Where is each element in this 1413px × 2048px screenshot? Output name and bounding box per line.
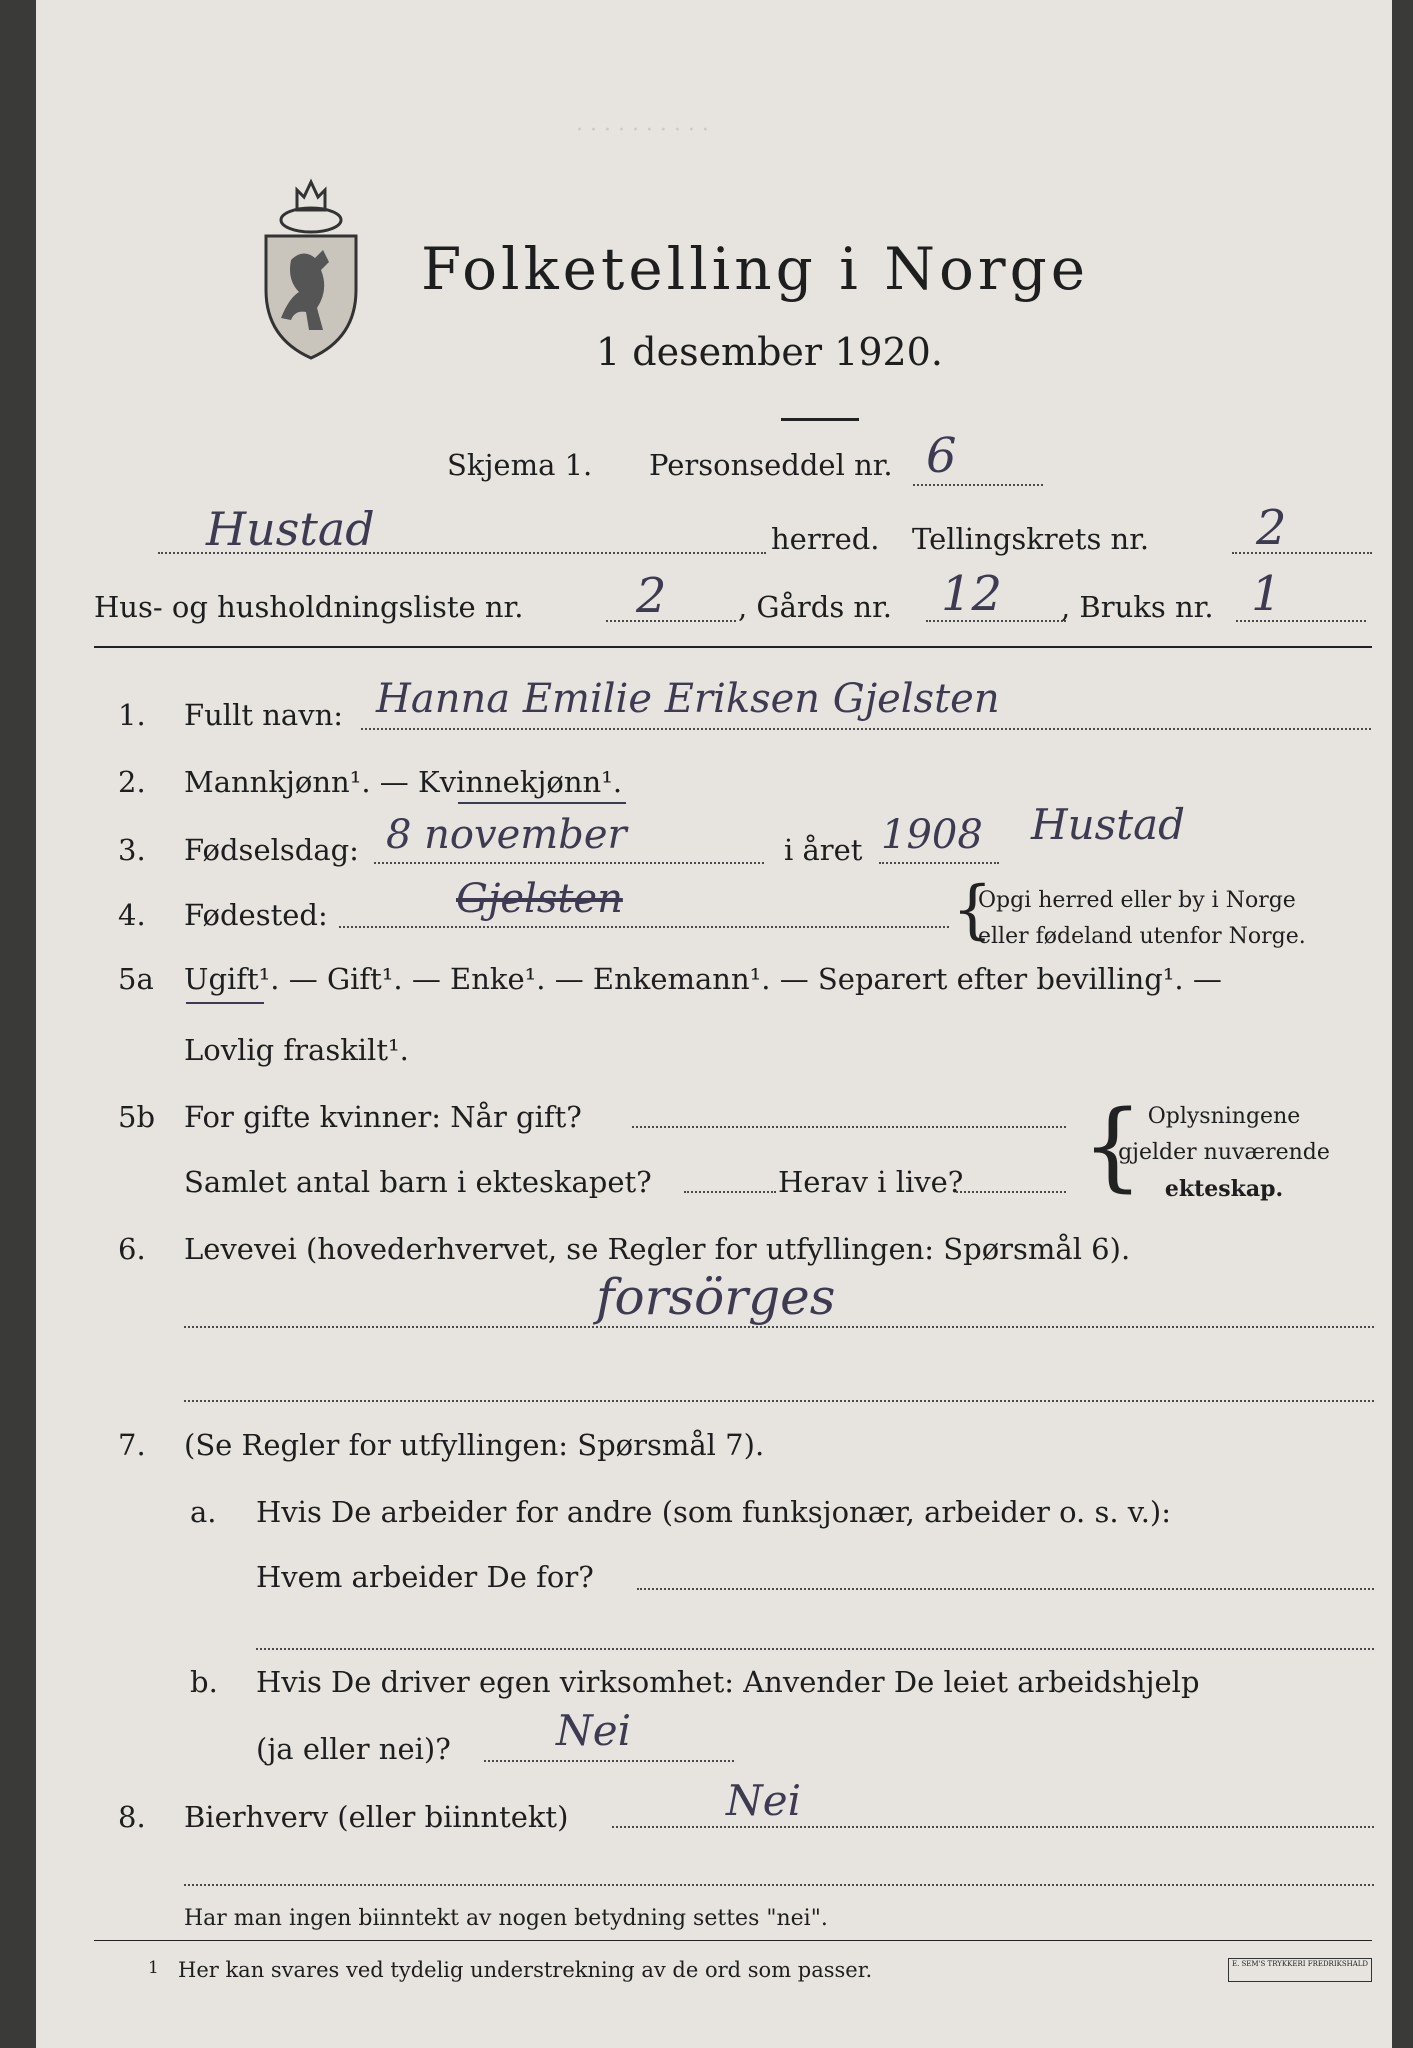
q7b-yesno-label: (ja eller nei)? <box>256 1732 451 1766</box>
personseddel-line <box>913 484 1043 486</box>
q3-line <box>374 862 764 864</box>
q3-number: 3. <box>118 833 146 867</box>
q8-label: Bierhverv (eller biinntekt) <box>184 1800 569 1834</box>
gards-label: , Gårds nr. <box>738 590 892 624</box>
census-form-page <box>36 0 1392 2048</box>
bruks-label: , Bruks nr. <box>1061 590 1214 624</box>
hus-value: 2 <box>636 568 667 624</box>
header-divider <box>94 646 1372 648</box>
q5b-brace: { <box>1082 1090 1144 1202</box>
q7b-number: b. <box>190 1665 218 1699</box>
q5b-note-line3: ekteskap. <box>1164 1176 1284 1202</box>
q6-line <box>184 1326 1374 1328</box>
q2-underline <box>458 802 626 804</box>
q7-label: (Se Regler for utfyllingen: Spørsmål 7). <box>184 1428 765 1462</box>
q7b-yesno-line <box>484 1760 734 1762</box>
q5b-alive-line <box>956 1191 1066 1193</box>
q5a-number: 5a <box>118 962 154 996</box>
q1-value: Hanna Emilie Eriksen Gjelsten <box>376 676 1000 722</box>
tellingskrets-label: Tellingskrets nr. <box>912 522 1150 556</box>
q4-number: 4. <box>118 898 146 932</box>
hus-line <box>606 620 736 622</box>
q3-label: Fødselsdag: <box>184 833 359 867</box>
q6-value: forsörges <box>596 1268 836 1326</box>
q4-brace: { <box>952 873 993 947</box>
q3-year-line <box>879 862 999 864</box>
q8-value: Nei <box>726 1776 802 1825</box>
q5b-children-line <box>684 1191 776 1193</box>
note-nei: Har man ingen biinntekt av nogen betydning settes "nei". <box>184 1906 828 1931</box>
q3-value: 8 november <box>386 812 627 858</box>
q4-label: Fødested: <box>184 898 328 932</box>
form-title: Folketelling i Norge <box>421 235 1090 303</box>
tellingskrets-value: 2 <box>1256 500 1287 556</box>
q5b-label: For gifte kvinner: Når gift? <box>184 1100 582 1134</box>
q7a-employer-line-2 <box>256 1648 1374 1650</box>
q7a-employer-label: Hvem arbeider De for? <box>256 1560 594 1594</box>
q7b-value: Nei <box>556 1706 632 1755</box>
q3-extra-note: Hustad <box>1031 800 1186 849</box>
q7a-number: a. <box>190 1495 217 1529</box>
q4-note-line2: eller fødeland utenfor Norge. <box>978 924 1306 949</box>
printer-stamp: E. SEM'S TRYKKERI FREDRIKSHALD <box>1228 1958 1372 1982</box>
q1-label: Fullt navn: <box>184 698 344 732</box>
q7b-label: Hvis De driver egen virksomhet: Anvender De leiet arbeidshjelp <box>256 1665 1200 1699</box>
q6-line-2 <box>184 1400 1374 1402</box>
q1-number: 1. <box>118 698 146 732</box>
q5a-label-line2: Lovlig fraskilt¹. <box>184 1033 409 1067</box>
q5b-married-line <box>632 1126 1066 1128</box>
q4-note-line1: Opgi herred eller by i Norge <box>978 888 1296 913</box>
q8-line-2 <box>184 1884 1374 1886</box>
q5b-note-line1: Oplysningene <box>1147 1104 1301 1129</box>
q5b-note-line2: gjelder nuværende <box>1118 1140 1330 1165</box>
q7a-label: Hvis De arbeider for andre (som funksjonær, arbeider o. s. v.): <box>256 1495 1172 1529</box>
q3-year-label: i året <box>784 833 863 867</box>
q4-value: Gjelsten <box>456 876 623 922</box>
q8-number: 8. <box>118 1800 146 1834</box>
hus-label: Hus- og husholdningsliste nr. <box>94 590 524 624</box>
bruks-value: 1 <box>1251 566 1282 622</box>
herred-value: Hustad <box>206 502 375 556</box>
personseddel-label: Personseddel nr. <box>649 448 893 482</box>
gards-value: 12 <box>941 566 1003 622</box>
footer-divider <box>94 1940 1372 1941</box>
q4-line <box>339 926 949 928</box>
q5b-children-label: Samlet antal barn i ekteskapet? <box>184 1165 652 1199</box>
q5b-alive-label: Herav i live? <box>778 1165 964 1199</box>
q8-line <box>612 1826 1374 1828</box>
footnote-text: Her kan svares ved tydelig understrekning av de ord som passer. <box>178 1958 873 1982</box>
census-date: 1 desember 1920. <box>596 330 943 374</box>
q2-number: 2. <box>118 765 146 799</box>
q5a-underline <box>186 1002 264 1004</box>
q6-label: Levevei (hovederhvervet, se Regler for utfyllingen: Spørsmål 6). <box>184 1232 1131 1266</box>
skjema-label: Skjema 1. <box>447 448 593 482</box>
q3-year-value: 1908 <box>881 812 983 858</box>
footnote-number: 1 <box>148 1958 159 1978</box>
q5b-number: 5b <box>118 1100 156 1134</box>
q5a-label: Ugift¹. — Gift¹. — Enke¹. — Enkemann¹. — Separert efter bevilling¹. — <box>184 962 1222 996</box>
q2-label: Mannkjønn¹. — Kvinnekjønn¹. <box>184 765 623 799</box>
herred-label: herred. <box>771 522 880 556</box>
coat-of-arms-icon <box>251 170 371 370</box>
q7-number: 7. <box>118 1428 146 1462</box>
q7a-employer-line <box>637 1588 1374 1590</box>
q6-number: 6. <box>118 1232 146 1266</box>
title-rule <box>781 418 859 421</box>
q1-line <box>361 728 1371 730</box>
bleed-through: · · · · · · · · · · <box>576 118 709 143</box>
personseddel-value: 6 <box>926 428 957 484</box>
tellingskrets-line <box>1232 552 1372 554</box>
